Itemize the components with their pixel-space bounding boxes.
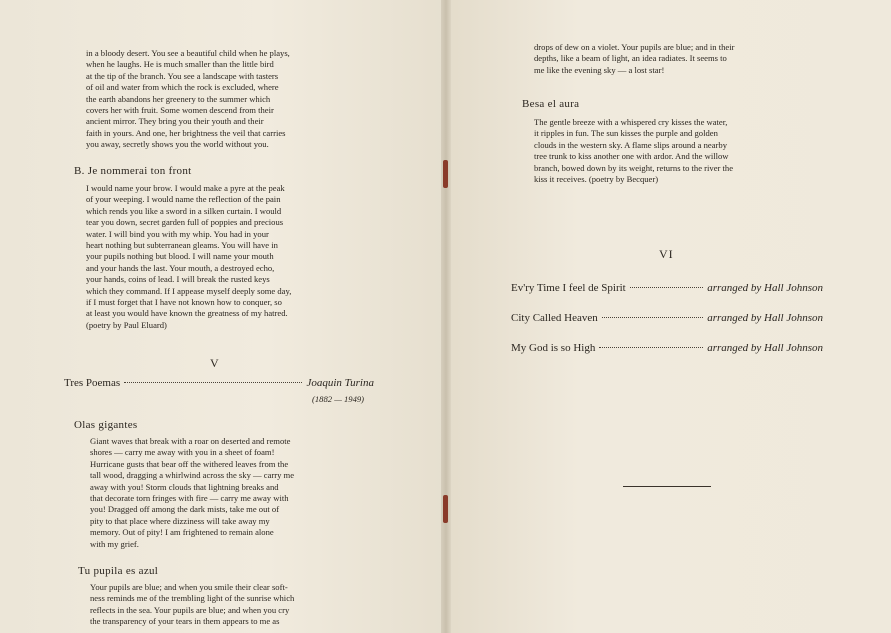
text-line: branch, bowed down by its weight, returns to the river the bbox=[534, 162, 734, 173]
right-page bbox=[446, 0, 891, 633]
olas-gigantes-paragraph bbox=[90, 436, 352, 550]
staple bbox=[443, 160, 448, 188]
section-b-paragraph bbox=[86, 183, 348, 331]
text-line: the earth abandons her greenery to the summer which bbox=[86, 93, 271, 104]
text-line: pity to that place where dizziness will take away my bbox=[90, 515, 270, 526]
text-line: water. I will bind you with my whip. You had in your bbox=[86, 228, 269, 239]
piece-title: My God is so High bbox=[511, 342, 596, 354]
besa-el-aura-paragraph bbox=[534, 117, 800, 185]
text-line: Hurricane gusts that bear off the withered leaves from the bbox=[90, 458, 289, 469]
arranger-credit: arranged by Hall Johnson bbox=[707, 342, 823, 354]
program-item-city-called-heaven bbox=[511, 312, 823, 324]
leader-dots bbox=[599, 347, 703, 348]
text-line: ness reminds me of the trembling light of the sunrise which bbox=[90, 593, 295, 604]
text-line: depths, like a beam of light, an idea radiates. It seems to bbox=[534, 53, 727, 64]
text-line: tall wood, dragging a whirlwind across the sky — carry me bbox=[90, 470, 295, 481]
text-line: drops of dew on a violet. Your pupils are blue; and in their bbox=[534, 42, 735, 52]
text-line: I would name your brow. I would make a pyre at the peak bbox=[86, 183, 285, 193]
leader-dots bbox=[124, 382, 302, 383]
arranger-credit: arranged by Hall Johnson bbox=[707, 282, 823, 294]
tu-pupila-paragraph bbox=[90, 582, 352, 628]
closing-rule bbox=[623, 486, 711, 487]
intro-paragraph bbox=[86, 48, 348, 151]
piece-title: Tres Poemas bbox=[64, 377, 121, 389]
text-line: in a bloody desert. You see a beautiful child when he plays, bbox=[86, 48, 290, 58]
program-item-tres-poemas bbox=[64, 377, 374, 389]
section-vi-numeral: VI bbox=[659, 247, 674, 261]
composer-dates: (1882 — 1949) bbox=[312, 394, 365, 404]
booklet-spine bbox=[441, 0, 451, 633]
text-line: and your hands the last. Your mouth, a destroyed echo, bbox=[86, 262, 275, 273]
text-line: shores — carry me away with you in a sheet of foam! bbox=[90, 447, 275, 458]
text-line: the transparency of your tears in them appears to me as bbox=[90, 616, 280, 627]
text-line: if I must forget that I have not known how to conquer, so bbox=[86, 297, 282, 308]
section-b-title: B. Je nommerai ton front bbox=[74, 165, 192, 177]
program-item-my-god-is-so-high bbox=[511, 342, 823, 354]
poetry-credit: (poetry by Paul Eluard) bbox=[86, 319, 167, 330]
text-line: kiss it receives. (poetry by Becquer) bbox=[534, 174, 659, 185]
text-line: of your weeping. I would name the reflection of the pain bbox=[86, 194, 281, 205]
text-line: at the tip of the branch. You see a landscape with tasters bbox=[86, 70, 279, 81]
text-line: tear you down, secret garden full of poppies and precious bbox=[86, 217, 284, 228]
text-line: that decorate torn fringes with fire — carry me away with bbox=[90, 493, 289, 504]
olas-gigantes-title: Olas gigantes bbox=[74, 419, 138, 431]
text-line: of oil and water from which the rock is excluded, where bbox=[86, 82, 279, 93]
text-line: Giant waves that break with a roar on deserted and remote bbox=[90, 436, 291, 446]
composer-name: Joaquin Turina bbox=[306, 377, 374, 389]
continuation-paragraph bbox=[534, 42, 800, 76]
text-line: which rends you like a sword in a silken curtain. I would bbox=[86, 205, 282, 216]
text-line: ancient mirror. They bring you their youth and their bbox=[86, 116, 264, 127]
text-line: clouds in the western sky. A flame slips around a nearby bbox=[534, 139, 727, 150]
text-line: your pupils nothing but blood. I will name your mouth bbox=[86, 251, 274, 262]
text-line: with my grief. bbox=[90, 538, 139, 549]
text-line: your hands, coins of lead. I will break the rusted keys bbox=[86, 274, 270, 285]
tu-pupila-title: Tu pupila es azul bbox=[78, 565, 159, 577]
text-line: away with you! Storm clouds that lightning breaks and bbox=[90, 481, 279, 492]
text-line: me like the evening sky — a lost star! bbox=[534, 64, 665, 75]
text-line: you! Dragged off among the dark mists, take me out of bbox=[90, 504, 280, 515]
text-line: reflects in the sea. Your pupils are blue; and when you cry bbox=[90, 604, 290, 615]
text-line: faith in yours. And one, her brightness the veil that carries bbox=[86, 127, 286, 138]
text-line: which they command. If I appease myself deeply some day, bbox=[86, 285, 292, 296]
text-line: memory. Out of pity! I am frightened to remain alone bbox=[90, 527, 274, 538]
besa-el-aura-title: Besa el aura bbox=[522, 98, 580, 110]
text-line: The gentle breeze with a whispered cry kisses the water, bbox=[534, 117, 728, 127]
program-item-evry-time bbox=[511, 282, 823, 294]
section-v-numeral: V bbox=[210, 356, 220, 370]
text-line: at least you would have known the greatness of my hatred. bbox=[86, 308, 288, 319]
text-line: Your pupils are blue; and when you smile their clear soft- bbox=[90, 582, 288, 592]
text-line: it ripples in fun. The sun kisses the purple and golden bbox=[534, 128, 718, 139]
staple bbox=[443, 495, 448, 523]
piece-title: City Called Heaven bbox=[511, 312, 598, 324]
text-line: covers her with fruit. Some women descend from their bbox=[86, 105, 274, 116]
piece-title: Ev'ry Time I feel de Spirit bbox=[511, 282, 626, 294]
leader-dots bbox=[630, 287, 703, 288]
text-line: heart nothing but subterranean gleams. You will have in bbox=[86, 240, 278, 251]
text-line: tree trunk to kiss another one with ardor. And the willow bbox=[534, 151, 729, 162]
arranger-credit: arranged by Hall Johnson bbox=[707, 312, 823, 324]
text-line: you away, secretly shows you the world without you. bbox=[86, 139, 269, 150]
leader-dots bbox=[602, 317, 703, 318]
text-line: when he laughs. He is much smaller than the little bird bbox=[86, 59, 274, 70]
